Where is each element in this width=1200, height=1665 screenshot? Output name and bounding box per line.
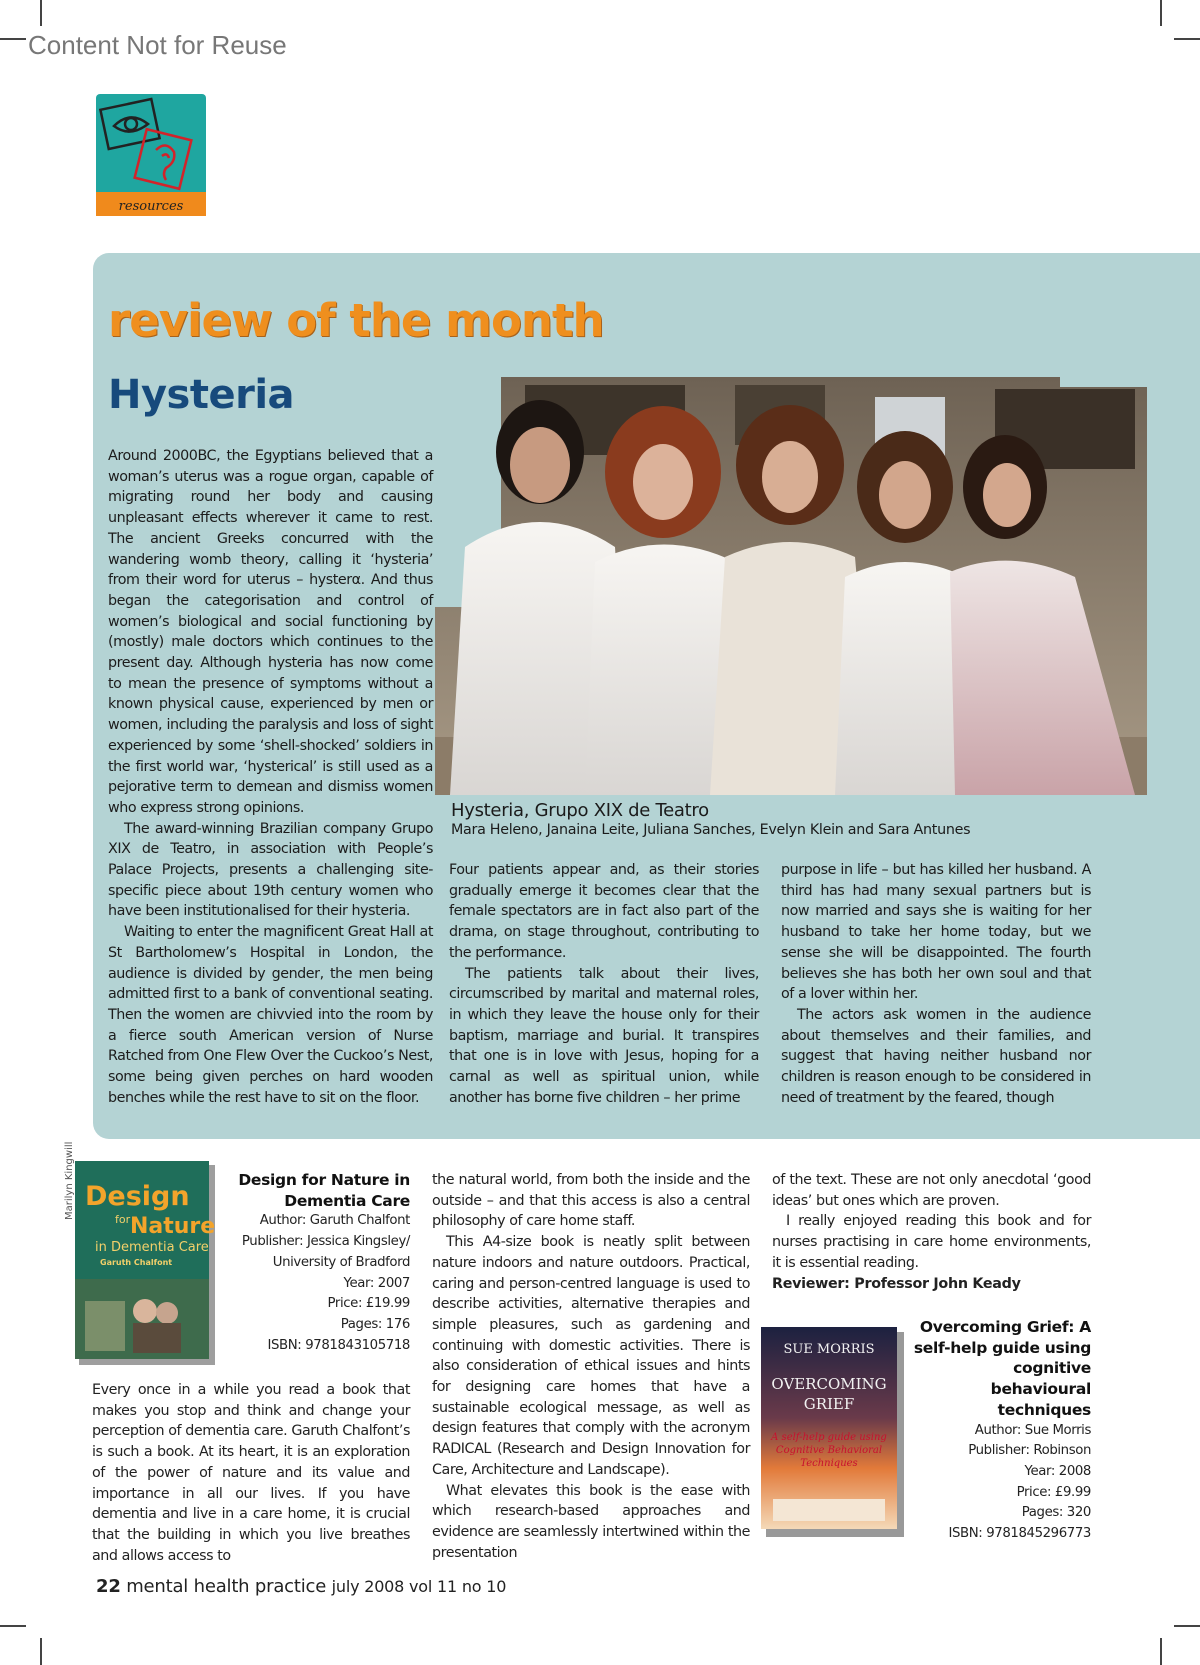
- book-author: Author: Sue Morris: [974, 1422, 1091, 1438]
- article-column-2: [449, 860, 759, 1108]
- journal-name: mental health practice: [126, 1576, 327, 1597]
- svg-text:Garuth Chalfont: Garuth Chalfont: [100, 1258, 173, 1267]
- reviewer-credit: Reviewer: Professor John Keady: [772, 1275, 1021, 1292]
- watermark: Content Not for Reuse: [28, 30, 287, 60]
- book-year: Year: 2007: [343, 1275, 410, 1291]
- book-year: Year: 2008: [1024, 1463, 1091, 1479]
- crop-mark: [0, 38, 26, 40]
- crop-mark: [40, 0, 42, 26]
- book-publisher: Publisher: Jessica Kingsley/ University of Bradford: [241, 1234, 410, 1270]
- review-paragraph: of the text. These are not only anecdotal ‘good ideas’ but ones which are proven.: [772, 1172, 1091, 1209]
- review-column-3: [772, 1170, 1091, 1294]
- page-footer: [96, 1576, 506, 1597]
- photo-caption: Hysteria, Grupo XIX de Teatro: [451, 800, 709, 821]
- article-paragraph: Waiting to enter the magnificent Great Hall at St Bartholomew’s Hospital in London, the audience is divided by gender, the men being admitted first to a bank of conventional seating. Then the women are chivvied into the room by a fierce south American version of Nurse Ratched from One Flew Over the Cuckoo’s Nest, some being given perches on hard wooden benches while the rest have to sit on the floor.: [108, 924, 433, 1106]
- book-details-2: [910, 1317, 1091, 1545]
- book-isbn: ISBN: 9781845296773: [948, 1526, 1091, 1542]
- svg-text:GRIEF: GRIEF: [803, 1395, 855, 1413]
- book-cover-overcoming-grief: SUE MORRIS OVERCOMING GRIEF A self-help guide using Cognitive Behavioral Techniques: [761, 1327, 904, 1537]
- book-details-1: [226, 1170, 410, 1356]
- book-title: Overcoming Grief: A self-help guide using cognitive behavioural techniques: [913, 1318, 1091, 1419]
- article-paragraph: The award-winning Brazilian company Grupo XIX de Teatro, in association with People’s Palace Projects, presents a challenging site-specific piece about 19th century women who have been institutionalised for their hysteria.: [108, 820, 433, 920]
- article-paragraph: The actors ask women in the audience about themselves and their families, and suggest that having neither husband nor children is reason enough to be considered in need of treatment by the feared, though: [781, 1006, 1091, 1106]
- crop-mark: [1160, 0, 1162, 26]
- crop-mark: [1160, 1638, 1162, 1665]
- photo-credit: Marilyn Kingwill: [64, 1141, 75, 1220]
- svg-text:Nature: Nature: [130, 1214, 215, 1239]
- svg-text:SUE MORRIS: SUE MORRIS: [783, 1342, 875, 1357]
- svg-text:Design: Design: [85, 1181, 190, 1212]
- cast-photo: [435, 377, 1147, 795]
- review-paragraph: I really enjoyed reading this book and for nurses practising in care home environments, it is essential reading.: [772, 1213, 1091, 1271]
- article-paragraph: purpose in life – but has killed her husband. A third has had many sexual partners but is now married and says she is waiting for her husband to take her home today, but we sense she will be disappointed. The fourth believes she has both her own soul and that of a lover within her.: [781, 862, 1091, 1003]
- resources-logo: [96, 94, 206, 216]
- article-paragraph: The patients talk about their lives, circumscribed by marital and maternal roles, in which they leave the house only for their baptism, marriage and burial. It transpires that one is in love with Jesus, hoping for a carnal as well as spiritual union, while another has borne five children – her prime: [449, 965, 759, 1106]
- article-column-3: [781, 860, 1091, 1108]
- svg-text:OVERCOMING: OVERCOMING: [771, 1375, 887, 1393]
- crop-mark: [40, 1638, 42, 1665]
- book-title: Design for Nature in Dementia Care: [238, 1171, 410, 1210]
- logo-label: resources: [118, 199, 184, 214]
- book-price: Price: £19.99: [327, 1296, 410, 1312]
- article-heading: Hysteria: [108, 372, 295, 418]
- photo-cast-names: Mara Heleno, Janaina Leite, Juliana Sanches, Evelyn Klein and Sara Antunes: [451, 822, 971, 838]
- issue-info: july 2008 vol 11 no 10: [331, 1577, 507, 1596]
- book-pages: Pages: 320: [1021, 1505, 1091, 1521]
- book-cover-design-for-nature: [75, 1161, 215, 1365]
- article-column-1: [108, 446, 433, 1109]
- svg-text:in Dementia Care: in Dementia Care: [95, 1240, 209, 1255]
- book-publisher: Publisher: Robinson: [968, 1443, 1091, 1459]
- review-column-1: [92, 1380, 410, 1566]
- svg-text:for: for: [115, 1213, 131, 1226]
- review-column-2: [432, 1170, 750, 1563]
- book-author: Author: Garuth Chalfont: [259, 1213, 410, 1229]
- crop-mark: [1174, 1625, 1200, 1627]
- review-paragraph: What elevates this book is the ease with which research-based approaches and evidence are seamlessly intertwined within the presentation: [432, 1482, 750, 1561]
- article-paragraph: Around 2000BC, the Egyptians believed that a woman’s uterus was a rogue organ, capable of migrating round her body and causing unpleasant effects wherever it came to rest. The ancient Greeks concurred with the wandering womb theory, calling it ‘hysteria’ from their word for uterus – hysterα. And thus began the categorisation and control of women’s biological and social functioning by (mostly) male doctors which continues to the present day. Although hysteria has now come to mean the presence of symptoms without a known physical cause, experienced by men or women, including the paralysis and loss of sight experienced by some ‘shell-shocked’ soldiers in the first world war, ‘hysterical’ is still used as a pejorative term to demean and dismiss women who express strong opinions.: [108, 448, 433, 816]
- page-number: 22: [96, 1576, 121, 1597]
- article-paragraph: Four patients appear and, as their stories gradually emerge it becomes clear that the female spectators are in fact also part of the drama, on stage throughout, contributing to the performance.: [449, 862, 759, 961]
- book-pages: Pages: 176: [340, 1316, 410, 1332]
- book-isbn: ISBN: 9781843105718: [267, 1337, 410, 1353]
- section-title: review of the month: [108, 294, 604, 347]
- crop-mark: [0, 1625, 26, 1627]
- review-paragraph: Every once in a while you read a book that makes you stop and think and change your perception of dementia care. Garuth Chalfont’s is such a book. At its heart, it is an exploration of the power of nature and its value and importance in all our lives. If you have dementia and live in a care home, it is crucial that the building in which you live breathes and allows access to: [92, 1382, 410, 1564]
- crop-mark: [1174, 38, 1200, 40]
- review-paragraph: the natural world, from both the inside and the outside – and that this access is also a central philosophy of care home staff.: [432, 1172, 750, 1230]
- review-paragraph: This A4-size book is neatly split between nature indoors and nature outdoors. Practical, caring and person-centred language is used to describe activities, alternative therapies and simple pleasures, such as gardening and continuing with domestic activities. There is also consideration of ethical issues and hints for designing care homes that have a sustainable ecological message, as well as design features that comply with the acronym RADICAL (Research and Design Innovation for Care, Architecture and Landscape).: [432, 1234, 750, 1478]
- book-price: Price: £9.99: [1016, 1484, 1091, 1500]
